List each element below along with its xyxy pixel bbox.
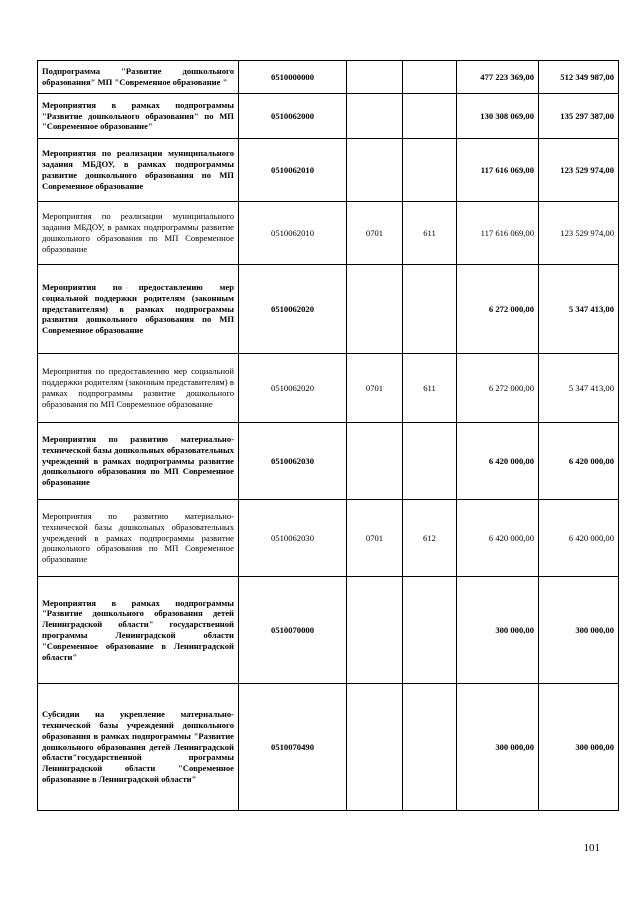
table-row (38, 202, 619, 265)
cell-amount-year1: 117 616 069,00 (457, 139, 539, 202)
cell-amount-year1: 130 308 069,00 (457, 94, 539, 139)
table-row (38, 139, 619, 202)
cell-name: Мероприятия в рамках подпрограммы "Развитие дошкольного образования детей Ленинградской области" государственной программы Ленинградской области "Современное образование в Ленинградской области" (38, 577, 239, 684)
cell-name: Мероприятия в рамках подпрограммы "Развитие дошкольного образования" по МП "Современное образование" (38, 94, 239, 139)
cell-amount-year2: 135 297 387,00 (539, 94, 619, 139)
cell-expense-type: 611 (403, 354, 457, 423)
cell-expense-type: 611 (403, 202, 457, 265)
cell-amount-year2: 123 529 974,00 (539, 202, 619, 265)
cell-expense-type (403, 265, 457, 354)
cell-target-code: 0510062030 (239, 500, 347, 577)
cell-amount-year2: 5 347 413,00 (539, 354, 619, 423)
cell-section-code (347, 423, 403, 500)
cell-expense-type (403, 139, 457, 202)
cell-amount-year1: 6 420 000,00 (457, 423, 539, 500)
cell-amount-year1: 477 223 369,00 (457, 61, 539, 94)
cell-name: Мероприятия по реализации муниципального задания МБДОУ, в рамках подпрограммы развитие дошкольного образования по МП Современное образование (38, 139, 239, 202)
cell-section-code (347, 94, 403, 139)
cell-target-code: 0510062030 (239, 423, 347, 500)
table-row (38, 61, 619, 94)
cell-amount-year2: 300 000,00 (539, 684, 619, 811)
cell-amount-year1: 6 272 000,00 (457, 354, 539, 423)
table-row (38, 94, 619, 139)
table-row (38, 684, 619, 811)
cell-expense-type (403, 61, 457, 94)
cell-amount-year2: 512 349 987,00 (539, 61, 619, 94)
cell-name: Мероприятия по развитию материально-технической базы дошкольных образовательных учреждений в рамках подпрограммы развитие дошкольного образования по МП Современное образование (38, 500, 239, 577)
cell-target-code: 0510062010 (239, 202, 347, 265)
table-row (38, 423, 619, 500)
cell-expense-type (403, 94, 457, 139)
cell-expense-type: 612 (403, 500, 457, 577)
cell-target-code: 0510000000 (239, 61, 347, 94)
table-row (38, 354, 619, 423)
cell-amount-year1: 6 272 000,00 (457, 265, 539, 354)
cell-target-code: 0510062010 (239, 139, 347, 202)
cell-name: Мероприятия по предоставлению мер социальной поддержки родителям (законным представителям) в рамках подпрограммы развитие дошкольного образования по МП Современное образование (38, 354, 239, 423)
cell-name: Мероприятия по развитию материально-технической базы дошкольных образовательных учреждений в рамках подпрограммы развитие дошкольного образования по МП Современное образование (38, 423, 239, 500)
cell-name: Субсидии на укрепление материально-технической базы учреждений дошкольного образования в рамках подпрограммы "Развитие дошкольного образования детей Ленинградской области"государственной программы Ленинградской области "Современное образование в Ленинградской области" (38, 684, 239, 811)
cell-amount-year1: 117 616 069,00 (457, 202, 539, 265)
cell-target-code: 0510062000 (239, 94, 347, 139)
cell-amount-year2: 5 347 413,00 (539, 265, 619, 354)
cell-section-code (347, 139, 403, 202)
cell-amount-year1: 300 000,00 (457, 684, 539, 811)
budget-table (37, 60, 619, 811)
cell-section-code (347, 577, 403, 684)
cell-amount-year2: 6 420 000,00 (539, 500, 619, 577)
cell-target-code: 0510062020 (239, 265, 347, 354)
cell-amount-year1: 300 000,00 (457, 577, 539, 684)
cell-expense-type (403, 423, 457, 500)
cell-amount-year2: 123 529 974,00 (539, 139, 619, 202)
cell-name: Подпрограмма "Развитие дошкольного образования" МП "Современное образование " (38, 61, 239, 94)
cell-section-code (347, 684, 403, 811)
cell-section-code: 0701 (347, 202, 403, 265)
cell-section-code (347, 61, 403, 94)
cell-expense-type (403, 577, 457, 684)
table-row (38, 577, 619, 684)
table-row (38, 500, 619, 577)
cell-target-code: 0510062020 (239, 354, 347, 423)
cell-target-code: 0510070490 (239, 684, 347, 811)
cell-name: Мероприятия по реализации муниципального задания МБДОУ, в рамках подпрограммы развитие дошкольного образования по МП Современное образование (38, 202, 239, 265)
cell-section-code: 0701 (347, 500, 403, 577)
cell-section-code (347, 265, 403, 354)
table-row (38, 265, 619, 354)
cell-amount-year1: 6 420 000,00 (457, 500, 539, 577)
page-number: 101 (583, 842, 600, 854)
cell-amount-year2: 300 000,00 (539, 577, 619, 684)
cell-expense-type (403, 684, 457, 811)
budget-table-body (38, 61, 619, 811)
cell-target-code: 0510070000 (239, 577, 347, 684)
cell-section-code: 0701 (347, 354, 403, 423)
cell-amount-year2: 6 420 000,00 (539, 423, 619, 500)
cell-name: Мероприятия по предоставлению мер социальной поддержки родителям (законным представителям) в рамках подпрограммы развития дошкольного образования по МП Современное образование (38, 265, 239, 354)
